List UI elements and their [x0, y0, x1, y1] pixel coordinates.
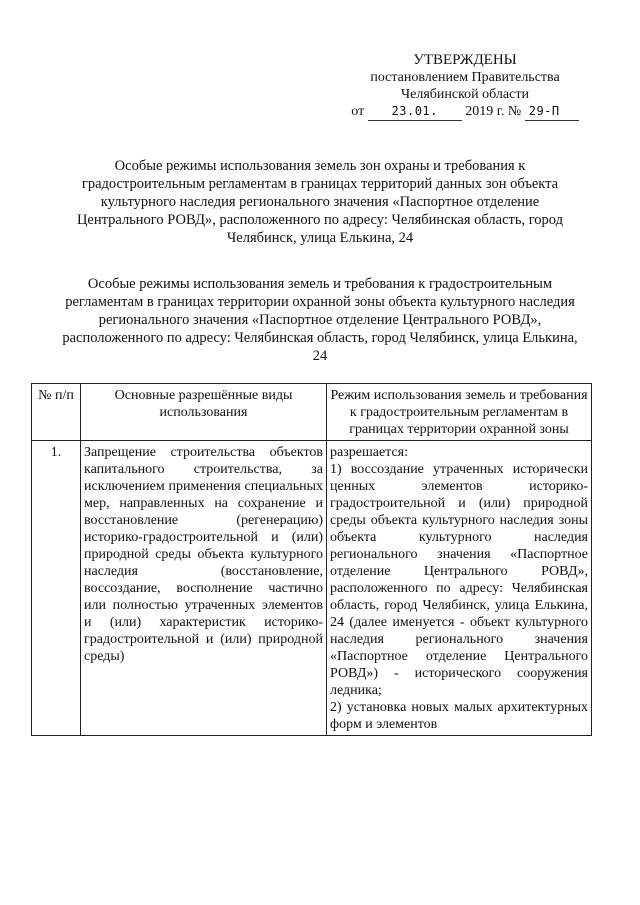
header-land-use-regime: Режим использования земель и требования к градостроительным регламентам в границах территории охранной зоны [327, 384, 592, 441]
approval-number: 29-П [525, 103, 579, 121]
document-title: Особые режимы использования земель зон охраны и требования к градостроительным регламентам в границах территорий данных зон объекта культурного наследия регионального значения «Паспортное отделение Центрального РОВД», расположенного по адресу: Челябинская область, город Челябинск, улица Елькина, 24 [76, 158, 564, 246]
row-land-use-regime [327, 441, 592, 736]
header-number: № п/п [32, 384, 81, 441]
regulations-table [31, 383, 592, 736]
approval-block [330, 52, 600, 121]
table-header-row [32, 384, 592, 441]
from-label: от [351, 104, 365, 119]
regime-text: разрешается: 1) воссоздание утраченных исторически ценных элементов историко-градостроительной и (или) природной среды объекта культурного наследия зоны объекта культурного наследия регионального значения «Паспортное отделение Центрального РОВД», расположенного по адресу: Челябинская область, город Челябинск, улица Елькина, 24 (далее именуется - объект культурного наследия регионального значения «Паспортное отделение Центрального РОВД») - исторического сооружения ледника; 2) установка новых малых архитектурных форм и элементов [330, 445, 588, 732]
approval-date-line [330, 103, 600, 121]
document-subtitle: Особые режимы использования земель и требования к градостроительным регламентам в границах территории охранной зоны объекта культурного наследия регионального значения «Паспортное отделение Центрального РОВД», расположенного по адресу: Челябинская область, город Челябинск, улица Елькина, 24 [62, 276, 578, 364]
approval-line-1: постановлением Правительства [370, 70, 560, 85]
table-row [32, 441, 592, 736]
approval-line-2: Челябинской области [401, 87, 529, 102]
row-number: 1. [32, 441, 81, 736]
approval-year: 2019 г. № [465, 104, 522, 119]
row-permitted-uses: Запрещение строительства объектов капитального строительства, за исключением применения специальных мер, направленных на сохранение и восстановление (регенерацию) историко-градостроительной и (или) природной среды объекта культурного наследия (восстановление, воссоздание, восполнение частично или полностью утраченных элементов и (или) характеристик историко-градостроительной и (или) природной среды) [81, 441, 327, 736]
approval-heading: УТВЕРЖДЕНЫ [413, 52, 517, 68]
header-permitted-uses: Основные разрешённые виды использования [81, 384, 327, 441]
approval-date: 23.01. [368, 103, 462, 121]
